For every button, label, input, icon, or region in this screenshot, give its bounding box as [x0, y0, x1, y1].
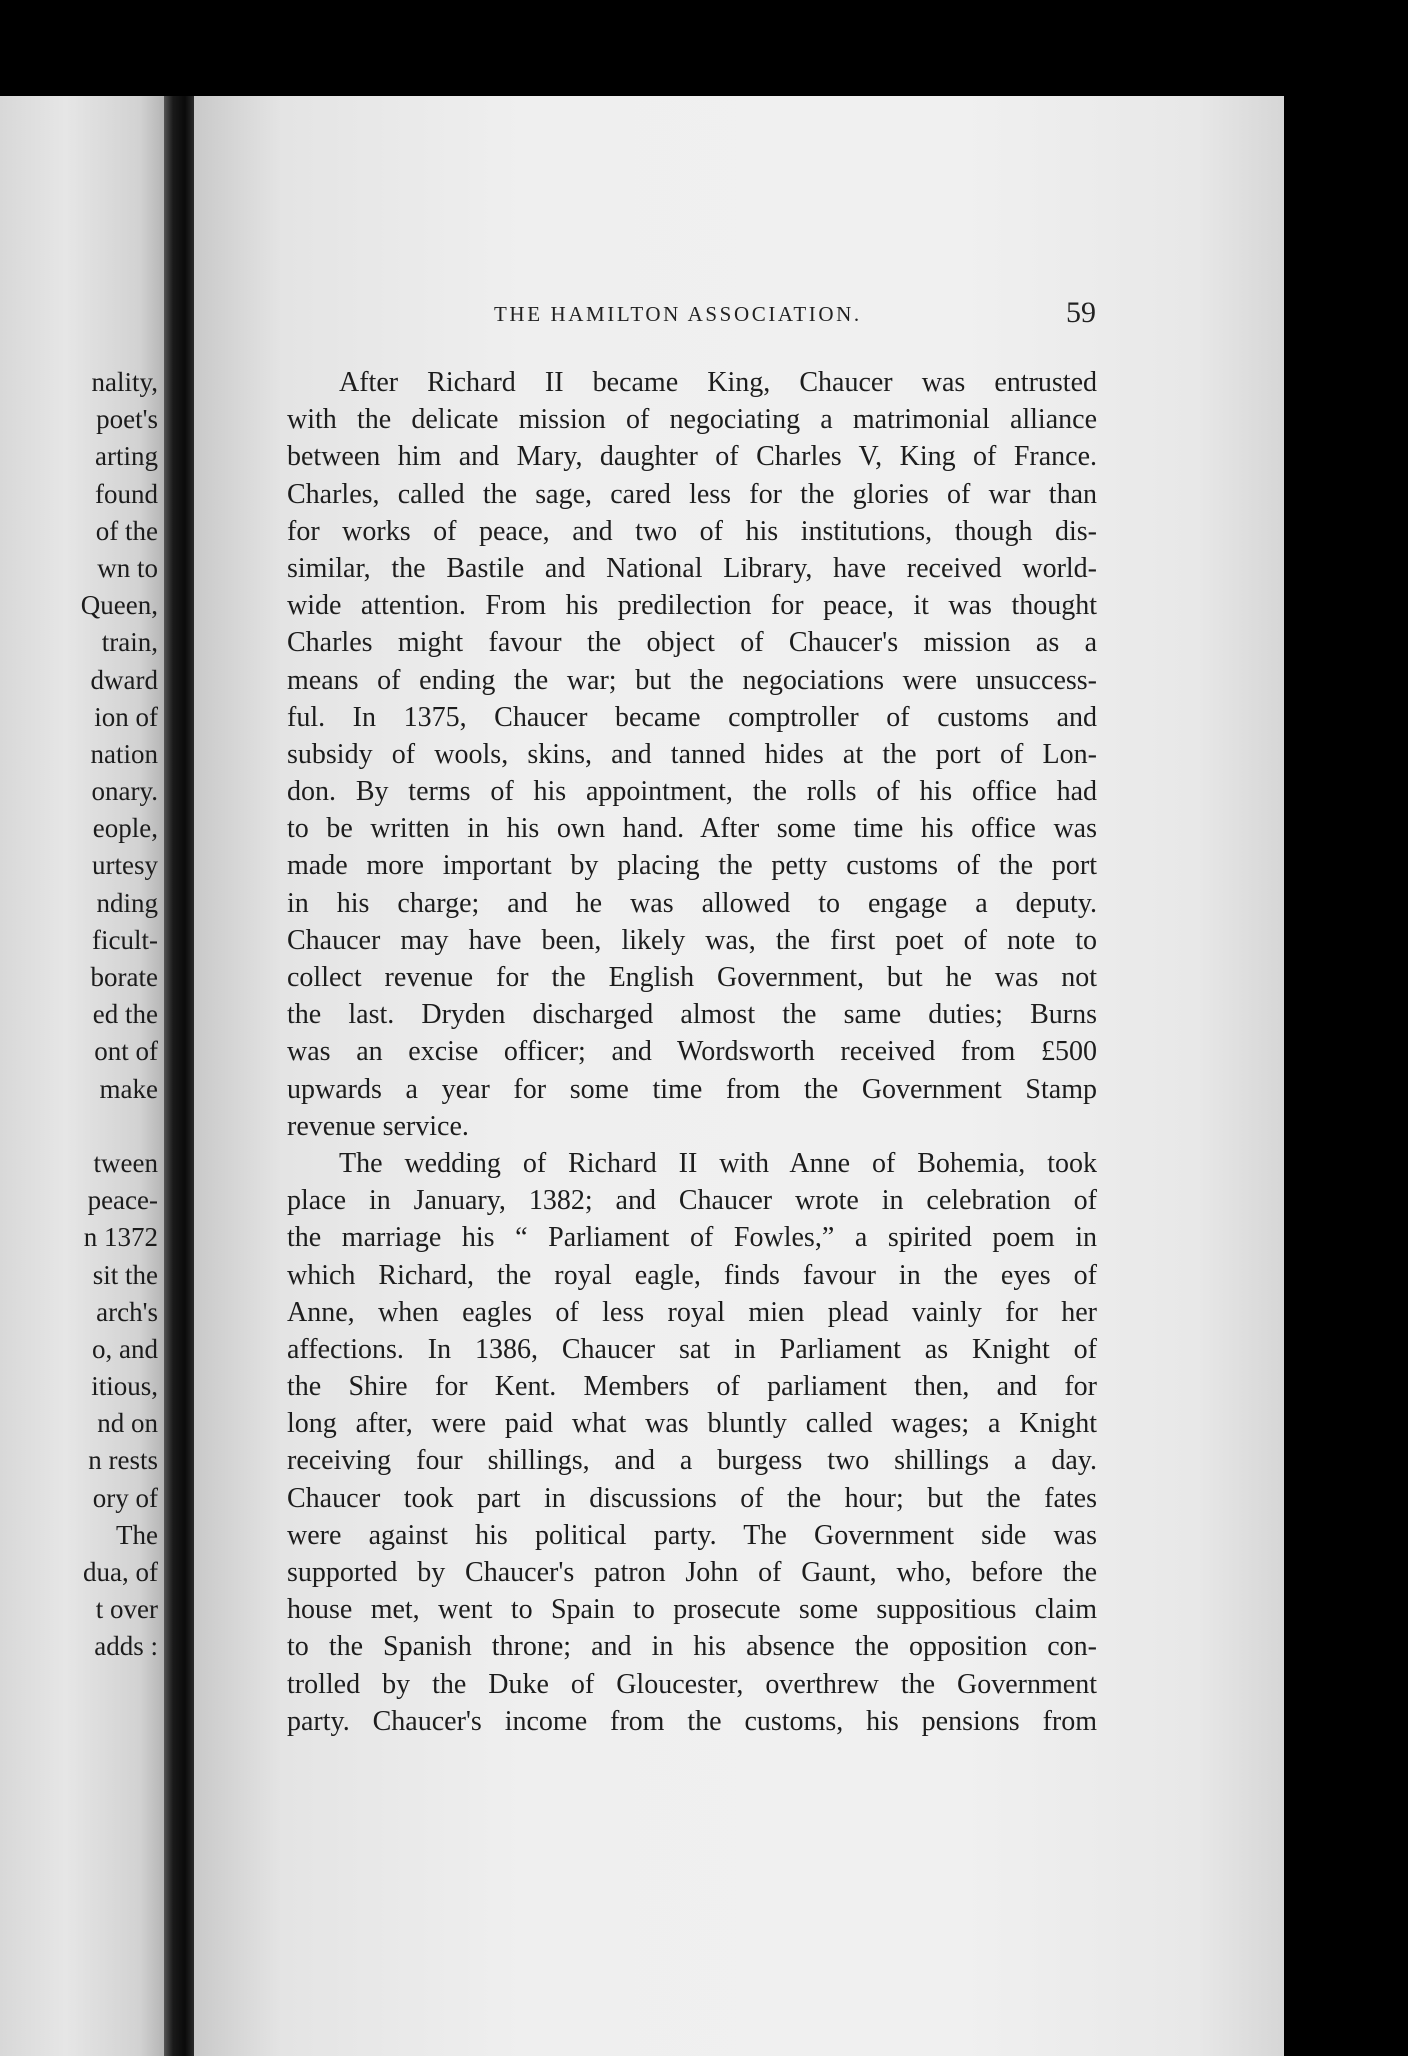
text-line: with the delicate mission of negociating a matrimonial alliance: [287, 404, 1097, 436]
text-line: Anne, when eagles of less royal mien plead vainly for her: [287, 1296, 1097, 1328]
left-fragment: t over: [95, 1594, 158, 1625]
text-line: upwards a year for some time from the Government Stamp: [287, 1073, 1097, 1105]
text-line: long after, were paid what was bluntly called wages; a Knight: [287, 1408, 1097, 1440]
text-line: the Shire for Kent. Members of parliament then, and for: [287, 1371, 1097, 1403]
left-fragment: dua, of: [83, 1557, 158, 1587]
text-line: were against his political party. The Government side was: [287, 1519, 1097, 1551]
text-line: After Richard II became King, Chaucer was entrusted: [339, 367, 1097, 398]
left-fragment: nding: [96, 887, 158, 918]
text-line: wide attention. From his predilection for peace, it was thought: [287, 590, 1097, 622]
left-fragment: nation: [90, 738, 158, 769]
left-fragment: sit the: [92, 1259, 158, 1290]
page-number: 59: [1066, 296, 1096, 329]
left-fragment: n 1372: [83, 1222, 158, 1253]
text-line: supported by Chaucer's patron John of Gaunt, who, before the: [287, 1557, 1097, 1588]
left-fragment: ed the: [92, 999, 158, 1030]
left-fragment: nd on: [97, 1408, 158, 1439]
left-fragment: [0, 1108, 164, 1145]
right-page: [194, 96, 1284, 2056]
left-fragment: make: [99, 1073, 158, 1104]
text-line: The wedding of Richard II with Anne of Bohemia, took: [339, 1147, 1097, 1179]
text-line: the last. Dryden discharged almost the same duties; Burns: [287, 999, 1097, 1031]
text-line: party. Chaucer's income from the customs, his pensions from: [287, 1705, 1097, 1737]
text-line: was an excise officer; and Wordsworth received from £500: [287, 1036, 1097, 1068]
text-line: receiving four shillings, and a burgess two shillings a day.: [287, 1445, 1097, 1477]
text-line: Chaucer took part in discussions of the hour; but the fates: [287, 1482, 1097, 1514]
text-line: don. By terms of his appointment, the rolls of his office had: [287, 776, 1097, 808]
left-page-text-fragments: [0, 364, 164, 1666]
left-fragment: arting: [95, 441, 158, 472]
left-fragment: ficult-: [92, 924, 158, 955]
text-line: place in January, 1382; and Chaucer wrote in celebration of: [287, 1185, 1097, 1217]
left-fragment: itious,: [91, 1371, 158, 1402]
left-fragment: ont of: [94, 1036, 158, 1067]
left-fragment: ory of: [92, 1482, 158, 1513]
text-line: subsidy of wools, skins, and tanned hides at the port of Lon-: [287, 738, 1097, 770]
text-line: collect revenue for the English Government, but he was not: [287, 962, 1097, 993]
left-fragment: dward: [90, 664, 158, 695]
left-fragment: train,: [101, 627, 158, 658]
text-line: to the Spanish throne; and in his absence the opposition con-: [287, 1631, 1097, 1663]
left-fragment: o, and: [92, 1333, 158, 1364]
left-fragment: adds :: [94, 1631, 158, 1662]
left-fragment: borate: [90, 962, 158, 992]
text-line: house met, went to Spain to prosecute some suppositious claim: [287, 1594, 1097, 1626]
left-fragment: eople,: [92, 813, 158, 844]
left-fragment: peace-: [87, 1185, 158, 1216]
text-line: between him and Mary, daughter of Charles V, King of France.: [287, 441, 1097, 473]
body-text: [287, 364, 1097, 1740]
left-fragment: of the: [95, 515, 158, 546]
text-line: revenue service.: [287, 1110, 469, 1142]
running-title: THE HAMILTON ASSOCIATION.: [494, 302, 862, 326]
left-fragment: n rests: [88, 1445, 158, 1476]
text-line: Charles, called the sage, cared less for the glories of war than: [287, 478, 1097, 510]
book-gutter: [164, 96, 194, 2056]
text-line: ful. In 1375, Chaucer became comptroller of customs and: [287, 701, 1097, 733]
text-line: affections. In 1386, Chaucer sat in Parliament as Knight of: [287, 1333, 1097, 1365]
left-fragment: nality,: [91, 367, 158, 397]
text-line: Charles might favour the object of Chaucer's mission as a: [287, 627, 1097, 659]
left-fragment: tween: [93, 1147, 158, 1178]
left-fragment: ion of: [94, 701, 158, 732]
left-fragment: found: [95, 478, 158, 509]
left-fragment: onary.: [91, 776, 158, 807]
text-line: means of ending the war; but the negociations were unsuccess-: [287, 664, 1097, 696]
left-fragment: The: [116, 1519, 158, 1550]
text-line: for works of peace, and two of his institutions, though dis-: [287, 515, 1097, 547]
text-line: similar, the Bastile and National Library, have received world-: [287, 552, 1097, 584]
left-fragment: urtesy: [92, 850, 158, 881]
text-line: to be written in his own hand. After some time his office was: [287, 813, 1097, 845]
left-fragment: Queen,: [80, 590, 158, 621]
text-line: which Richard, the royal eagle, finds favour in the eyes of: [287, 1259, 1097, 1291]
text-line: in his charge; and he was allowed to engage a deputy.: [287, 887, 1097, 919]
left-facing-page: [0, 96, 164, 2056]
text-line: the marriage his “ Parliament of Fowles,” a spirited poem in: [287, 1222, 1097, 1254]
left-fragment: poet's: [96, 404, 158, 435]
text-line: Chaucer may have been, likely was, the first poet of note to: [287, 924, 1097, 956]
left-fragment: arch's: [96, 1296, 158, 1327]
text-line: made more important by placing the petty customs of the port: [287, 850, 1097, 882]
text-line: trolled by the Duke of Gloucester, overthrew the Government: [287, 1668, 1097, 1700]
left-fragment: wn to: [97, 552, 158, 583]
